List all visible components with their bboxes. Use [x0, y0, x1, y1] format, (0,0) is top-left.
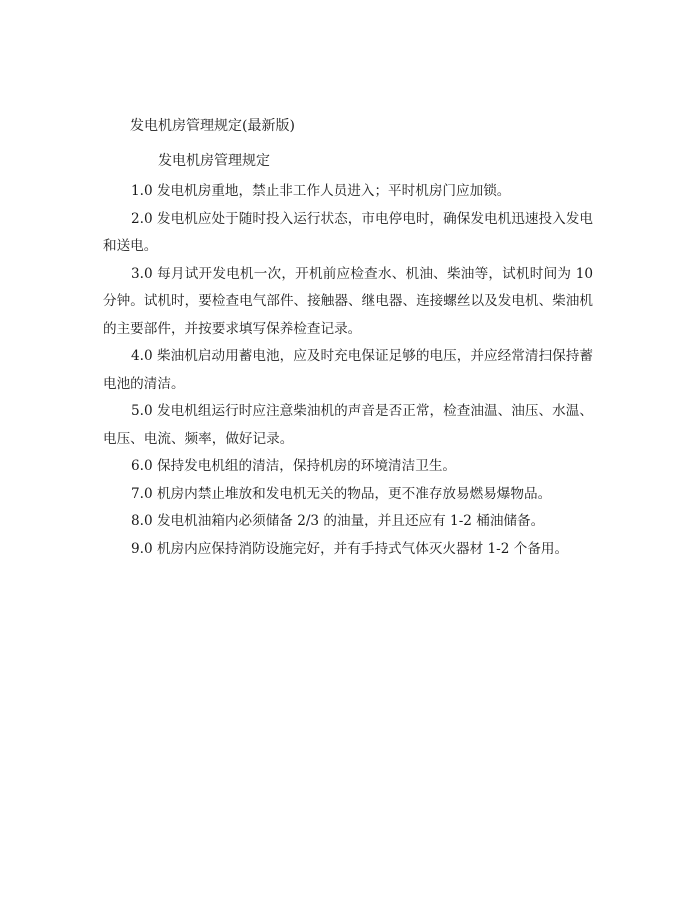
- rule-paragraph-1: 1.0 发电机房重地，禁止非工作人员进入；平时机房门应加锁。: [131, 183, 511, 199]
- document-title: 发电机房管理规定(最新版): [130, 118, 295, 134]
- document-subtitle: 发电机房管理规定: [158, 153, 270, 169]
- rule-paragraph-7: 7.0 机房内禁止堆放和发电机无关的物品，更不准存放易燃易爆物品。: [131, 485, 552, 502]
- rule-paragraph-8: 8.0 发电机油箱内必须储备 2/3 的油量，并且还应有 1-2 桶油储备。: [131, 513, 545, 529]
- rule-paragraph-9: 9.0 机房内应保持消防设施完好，并有手持式气体灭火器材 1-2 个备用。: [131, 540, 569, 557]
- rule-paragraph-3: 3.0 每月试开发电机一次，开机前应检查水、机油、柴油等，试机时间为 10 分钟。试机时，要检查电气部件、接触器、继电器、连接螺丝以及发电机、柴油机的主要部件，并按要求填写保养检查记录。: [103, 265, 593, 337]
- document-body: [103, 178, 593, 563]
- rule-paragraph-6: 6.0 保持发电机组的清洁，保持机房的环境清洁卫生。: [131, 458, 457, 474]
- rule-paragraph-2: 2.0 发电机应处于随时投入运行状态，市电停电时，确保发电机迅速投入发电和送电。: [103, 210, 593, 254]
- rule-paragraph-5: 5.0 发电机组运行时应注意柴油机的声音是否正常，检查油温、油压、水温、电压、电流、频率，做好记录。: [103, 403, 593, 447]
- rule-paragraph-4: 4.0 柴油机启动用蓄电池，应及时充电保证足够的电压，并应经常清扫保持蓄电池的清洁。: [103, 348, 593, 392]
